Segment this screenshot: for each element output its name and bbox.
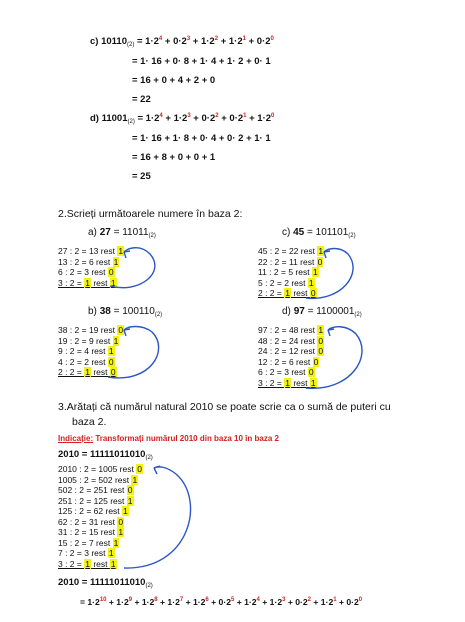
q3-power-sum: = $1\cdot 2^{10} + 1\cdot 2^9 + 1\cdot 2^8 + 1\cdot 2^7 + 1\cdot 2^6 + 0\cdot 2^5 + 1\cdot 2^4 + 1\cdot 2^3 + 0\cdot 2^2 + 1\cdot 2^1 + 0\cdot 2^0$: [80, 597, 363, 607]
remainder-highlight: 1: [85, 277, 90, 288]
exponent: 10: [99, 597, 107, 603]
remainder-highlight: 1: [285, 377, 290, 388]
division-text: 4 : 2 = 2 rest: [58, 356, 108, 367]
division-text: rest: [290, 377, 310, 388]
division-text: 2 : 2 =: [258, 288, 285, 298]
division-text: 3 : 2 =: [58, 277, 85, 288]
division-text: 2 : 2 =: [58, 367, 85, 377]
division-text: 31 : 2 = 15 rest: [58, 527, 118, 537]
division-text: 15 : 2 = 7 rest: [58, 537, 113, 548]
q3-title-line-1: 3.Arătați că numărul natural 2010 se poate scrie ca o sumă de puteri cu: [58, 401, 391, 413]
q3-hint-label: Indicație:: [58, 434, 94, 443]
q2c-base: (2): [348, 233, 356, 239]
remainder-highlight: 0: [118, 325, 124, 335]
remainder-highlight: 0: [308, 367, 314, 377]
exponent: 0: [270, 36, 274, 42]
q3-hint-text: Transformați numărul 2010 din baza 10 în baza 2: [93, 434, 279, 443]
remainder-highlight: 1: [285, 288, 290, 298]
part-c-base: (2): [127, 42, 135, 48]
remainder-highlight: 0: [317, 256, 323, 267]
remainder-highlight: 1: [110, 277, 116, 288]
part-c-number: 10110: [101, 36, 127, 47]
remainder-highlight: 1: [318, 246, 324, 256]
q2b-label: b): [88, 306, 97, 317]
remainder-highlight: 1: [123, 506, 128, 516]
exponent: 1: [333, 597, 337, 603]
division-text: 1005 : 2 = 502 rest: [58, 474, 132, 485]
division-text: 62 : 2 = 31 rest: [58, 516, 118, 527]
q2c-result: = 101101: [304, 227, 349, 238]
remainder-highlight: 1: [312, 267, 318, 277]
division-text: 251 : 2 = 125 rest: [58, 495, 127, 506]
q2a-number: 27: [99, 227, 111, 238]
division-text: 6 : 2 = 3 rest: [58, 267, 108, 277]
part-c-step-2: = 16 + 0 + 4 + 2 + 0: [132, 75, 216, 86]
exponent: 3: [186, 36, 191, 42]
exponent: 3: [282, 597, 286, 603]
division-text: 502 : 2 = 251 rest: [58, 485, 127, 495]
exponent: 1: [243, 113, 247, 119]
part-c-step-1: = 1· 16 + 0· 8 + 1· 4 + 1· 2 + 0· 1: [132, 56, 271, 67]
remainder-highlight: 1: [118, 246, 124, 256]
part-c-step-3: = 22: [132, 94, 151, 105]
division-text: 19 : 2 = 9 rest: [58, 335, 113, 346]
division-text: 125 : 2 = 62 rest: [58, 506, 123, 516]
remainder-highlight: 0: [310, 288, 316, 298]
division-text: 48 : 2 = 24 rest: [258, 335, 318, 346]
remainder-highlight: 0: [110, 367, 116, 377]
remainder-highlight: 1: [85, 367, 90, 377]
division-text: 45 : 2 = 22 rest: [258, 246, 318, 256]
remainder-highlight: 0: [137, 464, 142, 474]
remainder-highlight: 0: [318, 335, 324, 346]
remainder-highlight: 0: [118, 516, 124, 527]
remainder-highlight: 0: [108, 267, 114, 277]
remainder-highlight: 1: [108, 548, 114, 558]
q2d-label: d): [282, 306, 291, 317]
q3-title-line-2: baza 2.: [72, 416, 107, 428]
exponent: 9: [128, 597, 133, 603]
division-text: 24 : 2 = 12 rest: [258, 346, 318, 356]
part-d-step-3: = 25: [132, 171, 151, 182]
remainder-highlight: 1: [113, 537, 119, 548]
exponent: 2: [215, 113, 219, 119]
division-text: 6 : 2 = 3 rest: [258, 367, 308, 377]
q2a-base: (2): [148, 233, 156, 239]
division-text: 3 : 2 =: [58, 558, 85, 569]
part-d-expansion: d) $11001_{(2)} = 1\cdot 2^4 + 1\cdot 2^3 + 0\cdot 2^2 + 0\cdot 2^1 + 1\cdot 2^0$: [90, 113, 275, 125]
exponent: 5: [230, 597, 235, 603]
division-text: 13 : 2 = 6 rest: [58, 256, 113, 267]
q3-final-line: [58, 577, 153, 588]
division-text: 97 : 2 = 48 rest: [258, 325, 318, 335]
remainder-highlight: 0: [108, 356, 114, 367]
part-d-step-2: = 16 + 8 + 0 + 0 + 1: [132, 152, 216, 163]
division-text: 11 : 2 = 5 rest: [258, 267, 312, 277]
exponent: 2: [307, 597, 312, 603]
remainder-highlight: 1: [118, 527, 124, 537]
division-text: 3 : 2 =: [258, 377, 285, 388]
exponent: 0: [271, 113, 275, 119]
exponent: 0: [358, 597, 363, 603]
part-d-step-1: = 1· 16 + 1· 8 + 0· 4 + 0· 2 + 1· 1: [132, 133, 271, 144]
division-text: 27 : 2 = 13 rest: [58, 246, 118, 256]
part-c-label: c): [90, 36, 99, 47]
q2a-result: = 11011: [110, 227, 149, 238]
remainder-highlight: 1: [318, 325, 324, 335]
remainder-highlight: 0: [127, 485, 133, 495]
part-c-expansion: c) $10110_{(2)} = 1\cdot 2^4 + 0\cdot 2^3 + 1\cdot 2^2 + 1\cdot 2^1 + 0\cdot 2^0$: [90, 36, 274, 48]
division-text: 2010 : 2 = 1005 rest: [58, 464, 137, 474]
q2a-label: a): [88, 227, 97, 238]
q2d-base: (2): [354, 312, 362, 318]
q2c-number: 45: [293, 227, 305, 238]
exponent: 7: [179, 597, 184, 603]
part-d-label: d): [90, 113, 99, 124]
q3-result-base: (2): [145, 455, 153, 461]
remainder-highlight: 1: [310, 377, 316, 388]
division-text: 38 : 2 = 19 rest: [58, 325, 118, 335]
q2b-base: (2): [154, 312, 163, 318]
q2b-number: 38: [99, 306, 111, 317]
q3-final-base: (2): [145, 583, 153, 589]
q3-final-value: 2010 = 11111011010: [58, 577, 146, 588]
exponent: 4: [158, 36, 163, 42]
division-text: 22 : 2 = 11 rest: [258, 256, 317, 267]
q2d-result: = 1100001: [304, 306, 355, 317]
remainder-highlight: 1: [108, 346, 114, 356]
remainder-highlight: 1: [85, 558, 90, 569]
q2c-label: c): [282, 227, 291, 238]
exponent: 3: [187, 113, 191, 119]
remainder-highlight: 1: [110, 558, 116, 569]
part-d-number: 11001: [101, 113, 128, 124]
exponent: 8: [154, 597, 158, 603]
q2b-result: = 100110: [110, 306, 155, 317]
q3-result-value: 2010 = 11111011010: [58, 449, 146, 460]
remainder-highlight: 0: [313, 356, 319, 367]
exponent: 6: [205, 597, 209, 603]
q2-title: 2.Scrieți următoarele numere în baza 2:: [58, 208, 243, 220]
division-text: rest: [290, 288, 310, 298]
division-text: rest: [90, 277, 110, 288]
remainder-highlight: 1: [132, 474, 138, 485]
q3-arrow: [124, 467, 191, 568]
division-text: rest: [90, 367, 110, 377]
division-text: 5 : 2 = 2 rest: [258, 277, 308, 288]
exponent: 4: [256, 597, 260, 603]
remainder-highlight: 1: [308, 277, 314, 288]
division-text: 9 : 2 = 4 rest: [58, 346, 108, 356]
remainder-highlight: 1: [113, 256, 119, 267]
part-d-base: (2): [127, 119, 135, 125]
division-text: rest: [90, 558, 110, 569]
division-text: 12 : 2 = 6 rest: [258, 356, 313, 367]
q2d-number: 97: [293, 306, 305, 317]
exponent: 4: [159, 113, 163, 119]
remainder-highlight: 1: [127, 495, 133, 506]
remainder-highlight: 0: [318, 346, 324, 356]
exponent: 1: [242, 36, 246, 42]
remainder-highlight: 1: [113, 335, 119, 346]
division-text: 7 : 2 = 3 rest: [58, 548, 108, 558]
exponent: 2: [214, 36, 219, 42]
